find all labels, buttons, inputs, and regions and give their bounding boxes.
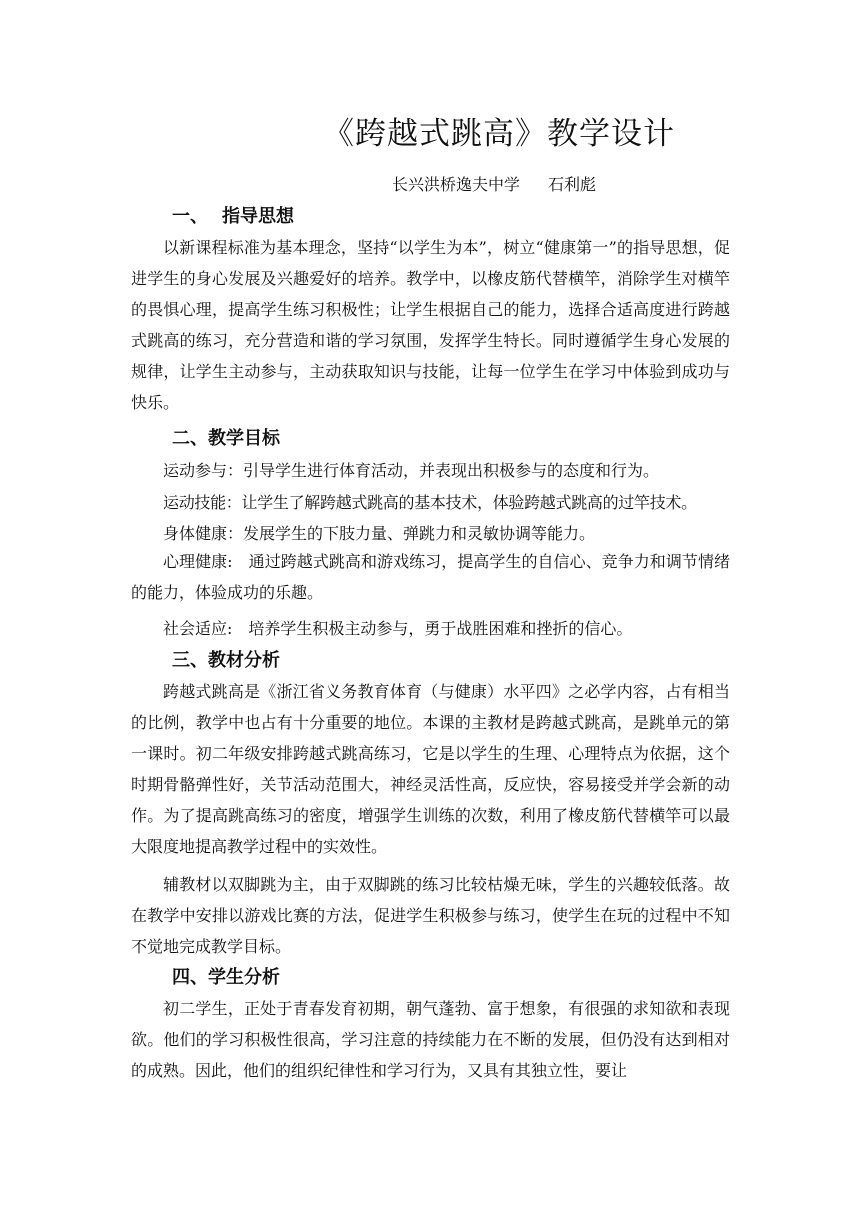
section-1-title: 指导思想 [222,206,294,227]
goal-social-adaptation: 社会适应: 培养学生积极主动参与，勇于战胜困难和挫折的信心。 [163,619,633,638]
author-line [0,172,860,195]
section-1-heading [172,202,294,228]
section-4-heading: 四、学生分析 [172,967,280,988]
section-3-paragraph-2: 辅教材以双脚跳为主，由于双脚跳的练习比较枯燥无味，学生的兴趣较低落。故在教学中安排以游戏比赛的方法，促进学生积极参与练习，使学生在玩的过程中不知不觉地完成教学目标。 [131,875,730,956]
section-1-number: 一、 [172,206,208,227]
author-school: 长兴洪桥逸夫中学 [391,175,520,194]
document-title: 《跨越式跳高》教学设计 [323,116,675,152]
goal-physical-health: 身体健康：发展学生的下肢力量、弹跳力和灵敏协调等能力。 [163,524,596,543]
section-3-paragraph-1: 跨越式跳高是《浙江省义务教育体育（与健康）水平四》之必学内容，占有相当的比例，教学中也占有十分重要的地位。本课的主教材是跨越式跳高，是跳单元的第一课时。初二年级安排跨越式跳高练习，它是以学生的生理、心理特点为依据，这个时期骨骼弹性好，关节活动范围大，神经灵活性高，反应快，容易接受并学会新的动作。为了提高跳高练习的密度，增强学生训练的次数，利用了橡皮筋代替横竿可以最大限度地提高教学过程中的实效性。 [131,682,730,856]
goal-mental-health: 心理健康: 通过跨越式跳高和游戏练习，提高学生的自信心、竞争力和调节情绪的能力，体验成功的乐趣。 [131,552,730,602]
author-name: 石利彪 [548,175,597,194]
goal-skill: 运动技能：让学生了解跨越式跳高的基本技术，体验跨越式跳高的过竿技术。 [163,493,697,512]
section-1-paragraph: 以新课程标准为基本理念，坚持“以学生为本”，树立“健康第一”的指导思想，促进学生的身心发展及兴趣爱好的培养。教学中，以橡皮筋代替横竿，消除学生对横竿的畏惧心理，提高学生练习积极性；让学生根据自己的能力，选择合适高度进行跨越式跳高的练习，充分营造和谐的学习氛围，发挥学生特长。同时遵循学生身心发展的规律，让学生主动参与，主动获取知识与技能，让每一位学生在学习中体验到成功与快乐。 [131,238,730,412]
goal-participation: 运动参与：引导学生进行体育活动，并表现出积极参与的态度和行为。 [163,461,660,480]
section-4-paragraph: 初二学生，正处于青春发育初期，朝气蓬勃、富于想象，有很强的求知欲和表现欲。他们的学习积极性很高，学习注意的持续能力在不断的发展，但仍没有达到相对的成熟。因此，他们的组织纪律性和学习行为，又具有其独立性，要让 [131,999,730,1080]
section-2-heading: 二、教学目标 [172,428,280,449]
section-3-heading: 三、教材分析 [172,650,280,671]
